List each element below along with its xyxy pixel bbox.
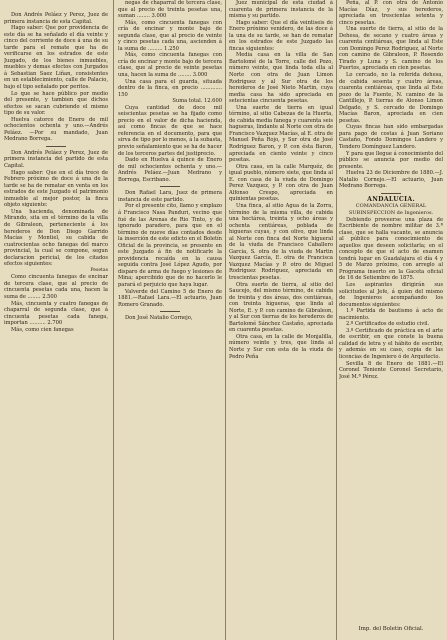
notice-total: Suma total. 12.600 bbox=[172, 98, 222, 105]
pesetas-label: Pesetas bbox=[90, 267, 108, 273]
notice-paragraph: Hago saber: Que por providencia de este día se ha señalado el día veinte y cinco del corriente de doce á una de su tarde para el remate que ha de verificarse en los estrados de este Juzgado, de los bienes inmuebles, muebles y demas efectos con Jurgados á Sebastian Saez Liñan, consistentes en un establecimiento, calle de Palacio, bajo el tipo señalado por peritos. bbox=[4, 25, 108, 91]
notice-paragraph: Otra suerte de tierra, al sitio del Saucejo, del mismo término, de cabida de treinta y dos áreas, dos centiáreas, con treinta higueras, que linda al Norte, E. y P. con camino de Gibraleon, y al Sur con tierras de los herederos de Bartolomé Sánchez Castaño, apreciada en cuarenta pesetas. bbox=[229, 281, 333, 334]
notice-paragraph: Peña, al P. con otra de Antonio Macías Díaz, y sus herederos, apreciada en trescientas setenta y cinco pesetas. bbox=[339, 0, 443, 26]
notice-paragraph: Los aspirantes dirigirán sus solicitudes al Jefe, á quien del mismo de Ingenieros acompañando los documentos siguientes: bbox=[339, 281, 443, 308]
notice-paragraph: Hago saber: Que en el día trece de Febrero próximo de doce á una de la tarde se ha de rematar en venta en los estrados de este Juzgado el patrimonio inmueble al mejor postor, la finca objeto siguiente: bbox=[4, 169, 108, 209]
separator bbox=[46, 146, 66, 147]
notice-item: 1.º Partida de bautismo á acto de nacimiento. bbox=[339, 308, 443, 321]
notice-paragraph: Una suerte de tierra en igual término, al sitio Cabezas de la Huerta, de cabida media fanega y cuarenta seis hagueras, lindante al Norte con otra de Francisco Vazquez Macías, al E. otra de Manuel Peña Rojo, y Sur otra de José Rodriguez Baron, y P. con ésta Baron, apreciada en ciento veinte y cinco pesetas. bbox=[229, 104, 333, 164]
notice-paragraph: Cuyas fincas han sido embargadas para pago de costas á Juan Soriano Castaño, Fondo Domingos Landero y Tendero Domínguez Landero. bbox=[339, 124, 443, 151]
notice-item: Más, como cien fanegas bbox=[11, 326, 74, 333]
notice-paragraph: Otra casa, en la calle Marquéz, de igual pueblo, número siete, que linda al E. con casa de la viuda de Domingo Perez Vazquez, y P. con otra de Juan Alfonso Crespo, apreciada en quinientas pesetas. bbox=[229, 163, 333, 203]
notice-paragraph: Por el presente cito, llamo y emplazo á Francisco Nasa Panduri, vecino que fué de las Arenas de Rio Tinto, y de ignorado paradero, para que en el término de nueve días contados desde la inserción de este edicto en el Boletín Oficial de la provincia, se presente en este Juzgado á fin de notificarle la providencia recaída en la causa seguida contra José López Agudo, por disparo de arma de fuego y lesiones de Mina; apercibido que de no hacerlo le parará el perjuicio que haya lugar. bbox=[118, 203, 222, 288]
notice-item: Como cincuenta fanegas de encinar de tercera clase, que al precio de cincuenta pesetas cada una, hacen la suma de ........ 2.500 bbox=[4, 274, 108, 300]
notice-paragraph: Debiendo proveerse una plaza de Escribiente de nombre militar de 3.ª clase, que se halla vacante, se anuncia al público para conocimiento de aquellos que deseen solicitarla; en el concepto de que el acto de examen tendrá lugar en Guadalajara el día 4 y 5 de Marzo próximo, con arreglo al Programa inserto en la Gaceta oficial de 16 de Setiembre de 1875. bbox=[339, 216, 443, 282]
section-subtitle: COMANDANCIA GENERAL SUBINSPECCION de Ingenieros. bbox=[348, 203, 434, 216]
notice-paragraph: Lo cercado, no la referida dehesa, de cabida sesenta y cuatro áreas, cuarenta centiáreas, que linda al Este pozo de la Fuente, N. camino de la Cantillejo, P. tierras de Alonso Limon Delgado, y S. cercado de Domingo Macías Baron, apreciada en cien pesetas. bbox=[339, 72, 443, 124]
notice-paragraph: Cuya cantidad de doce mil seiscientas pesetas se ha fijado como precio en el valor de dicha hacienda, así como fincas de que se hace referencia en el documento, para que sirva de tipo por lo menos, á la subasta, previo señalamiento que se ha de hacer de los terceros partes del justiprecio. bbox=[118, 104, 222, 157]
separator bbox=[160, 311, 180, 312]
notice-item: Más, como cincuenta fanegas con cría de encinar y monte bajo de tercera clase, que al precio de veinte pesetas una, hacen la suma de ........ 3.000 bbox=[118, 52, 222, 79]
column-rule bbox=[113, 0, 114, 640]
column-2 bbox=[118, 0, 222, 634]
notice-paragraph: Una hacienda, denominada de Mirando, sita en el término de la villa de Gibraleon, perteneciente á los herederos de Don Diego Garrido Macías y Montiel, su cabida de cuatrocientas ocho fanegas del marco provincial, la cual se compone, segun declaracion pericial, de los citados efectos siguientes: bbox=[4, 208, 108, 268]
notice-item: 3.º Certificado de práctica en el arte de escribir, en que conste la buena calidad de letra y el hábito de escribir, y además en su caso, copia de las licencias de Ingeniero ó de Arquitecto. bbox=[339, 327, 443, 360]
notice-item: Más, cincuenta y cuatro fanegas de chaparral de segunda clase, que á cincuenta pesetas cada fanega, importan .......... 2.700 bbox=[4, 300, 108, 327]
separator bbox=[381, 193, 401, 194]
column-rule bbox=[336, 0, 337, 640]
notice-paragraph: Una suerte de tierra, al sitio de la Dehesa, de secano y cuatro áreas y cuarenta centiáreas, que linda al Este con Domingo Perez Rodriguez, al Norte con camino de Gibraleon, P. Rosendo Tirado y Luna y S. camino de los Puertos, apreciada en cien pesetas. bbox=[339, 26, 443, 72]
notice-paragraph: Y para que llegue á conocimiento del público se anuncia por medio del presente. bbox=[339, 150, 443, 170]
notice-header: Don José Natalio Cornejo, bbox=[125, 315, 193, 322]
section-title: ANDALUCIA. bbox=[367, 195, 415, 203]
notice-signature: Valverde del Camino 5 de Enero de 1881.—Rafael Lara.—El actuario, Juan Romero Granado. bbox=[118, 288, 222, 308]
notice-signature: Huelva 23 de Diciembre de 1880.—J. Natalio Cornejo.—El actuario, Juan Medrano Borrega. bbox=[339, 170, 443, 190]
notice-paragraph: Lo que se hace público por medio del presente, y tambien que dichos efectos se sacan cubriendo el mismo tipo de su valor. bbox=[4, 90, 108, 117]
printer-imprint: Imp. del Boletin Oficial. bbox=[358, 626, 424, 632]
notice-paragraph: Media casa en la villa de San Bartolomé de la Torre, calle del Pozo, número veinte, que linda toda ella al Norte con otra de Juan Limon Rodriguez y al Sur otra de los herederos de José Nieto Martin, cuya media casa ha sido apreciada en setecientas cincuenta pesetas. bbox=[229, 52, 333, 105]
column-1 bbox=[4, 0, 108, 634]
notice-item: negas de chaparral de tercera clase, que al precio de treinta pesetas una, suman ........ 3.000 bbox=[118, 0, 222, 20]
separator bbox=[160, 186, 180, 187]
column-rule bbox=[225, 0, 226, 640]
notice-item: Una casa para el guarda, situada dentro de la finca, en precio ............. 150 bbox=[118, 78, 222, 98]
notice-paragraph: Hago saber: Que el día veintiseis de Enero próximo venidero, de las doce á la una de su tarde, se han de rematar en los estrados de este Juzgado las fincas siguientes: bbox=[229, 19, 333, 52]
column-4 bbox=[339, 0, 443, 634]
notice-paragraph: Otra casa, en la calle de Monjalilla, número veinte y tres, que linda al Norte y Sur con esta de la viuda de Pedro Peña bbox=[229, 333, 333, 360]
notice-header: Don Andrés Peláez y Perez, Juez de primera instancia de esta Capital. bbox=[4, 12, 108, 25]
notice-signature: Dado en Huelva á quince de Enero de mil ochocientos ochenta y uno.—Andrés Peláez.—Juan Medrano y Borrega, Escribano. bbox=[118, 157, 222, 183]
notice-signature: Sevilla 8 de Enero de 1881.—El Coronel Teniente Coronel Secretario, José M.ª Pérez. bbox=[339, 360, 443, 380]
notice-signature: Huelva catorce de Enero de mil ochocientos ochenta y uno.—Andrés Peláez. —Por su mandado, Juan Medrano Borrega. bbox=[4, 116, 108, 143]
notice-paragraph: Juez municipal de esta ciudad á cuarenta de primera instancia de la misma y su partido. bbox=[229, 0, 333, 20]
notice-item: Más, como cincuenta fanegas con cría de encinar y monte bajo de segunda clase, que al precio de veinte y cinco pesetas cada una, ascienden á la suma de ......... 1.250 bbox=[118, 19, 222, 52]
notice-header: Don Andrés Peláez y Perez, Juez de primera instancia del partido de esta Capital. bbox=[4, 149, 108, 170]
notice-item: 2.º Certificados de estudio civil. bbox=[346, 321, 430, 328]
notice-paragraph: Una finca, al sitio Agua de la Zorra, término de la misma villa, de cabida una hectárea, treinta y ocho áreas y ochenta centiáreas, poblada de higueras cuyas, y con olivo, que linda al Norte con finca del Norte higueral de la viuda de Francisco Caballero Garcia, S. otra de la viuda de Martin Vazquez García, E. otra de Francisca Vazquez Macías y P. otro de Miguel Rodriguez Rodriguez, apreciada en trescientas pesetas. bbox=[229, 202, 333, 281]
column-3 bbox=[229, 0, 333, 634]
notice-header: Don Rafael Lara, Juez de primera instancia de este partido. bbox=[118, 190, 222, 203]
